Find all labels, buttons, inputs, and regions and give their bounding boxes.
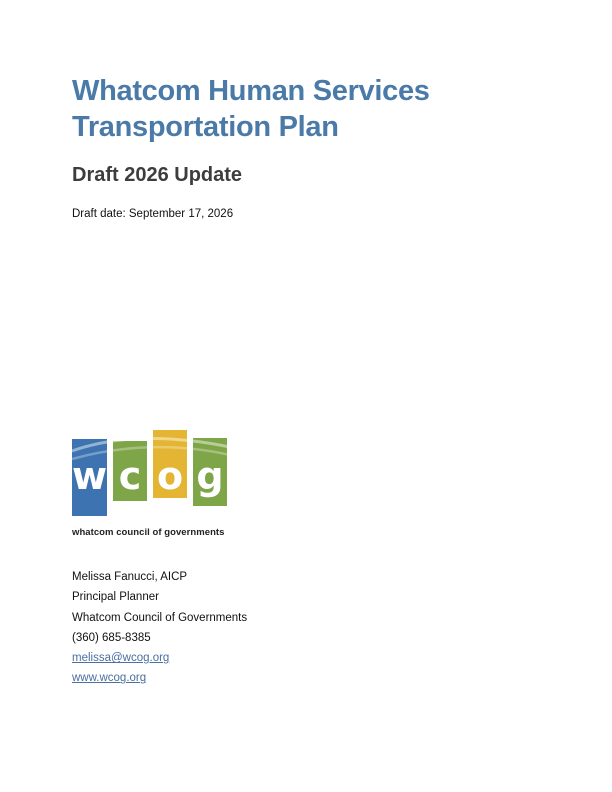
wcog-logo	[72, 429, 230, 519]
website-link[interactable]: www.wcog.org	[72, 672, 147, 685]
contact-organization: Whatcom Council of Governments	[72, 611, 248, 624]
contact-website-item	[72, 668, 247, 688]
wcog-logo-graphic	[72, 429, 230, 519]
logo-letter-c: c	[118, 454, 142, 498]
contact-name: Melissa Fanucci, AICP	[72, 571, 188, 583]
document-title	[72, 73, 532, 145]
logo-letter-w: w	[72, 454, 108, 498]
title-line-1: Whatcom Human Services	[72, 75, 430, 107]
contact-role: Principal Planner	[72, 591, 159, 604]
document-subtitle: Draft 2026 Update	[72, 164, 243, 186]
contact-block	[72, 567, 247, 689]
logo-letter-g: g	[196, 454, 224, 498]
logo-caption: whatcom council of governments	[72, 527, 225, 538]
logo-letter-o: o	[156, 454, 184, 498]
contact-email-item	[72, 648, 247, 668]
contact-phone: (360) 685-8385	[72, 631, 151, 644]
title-line-2: Transportation Plan	[72, 111, 339, 143]
draft-date: Draft date: September 17, 2026	[72, 208, 234, 220]
email-link[interactable]: melissa@wcog.org	[72, 652, 170, 665]
